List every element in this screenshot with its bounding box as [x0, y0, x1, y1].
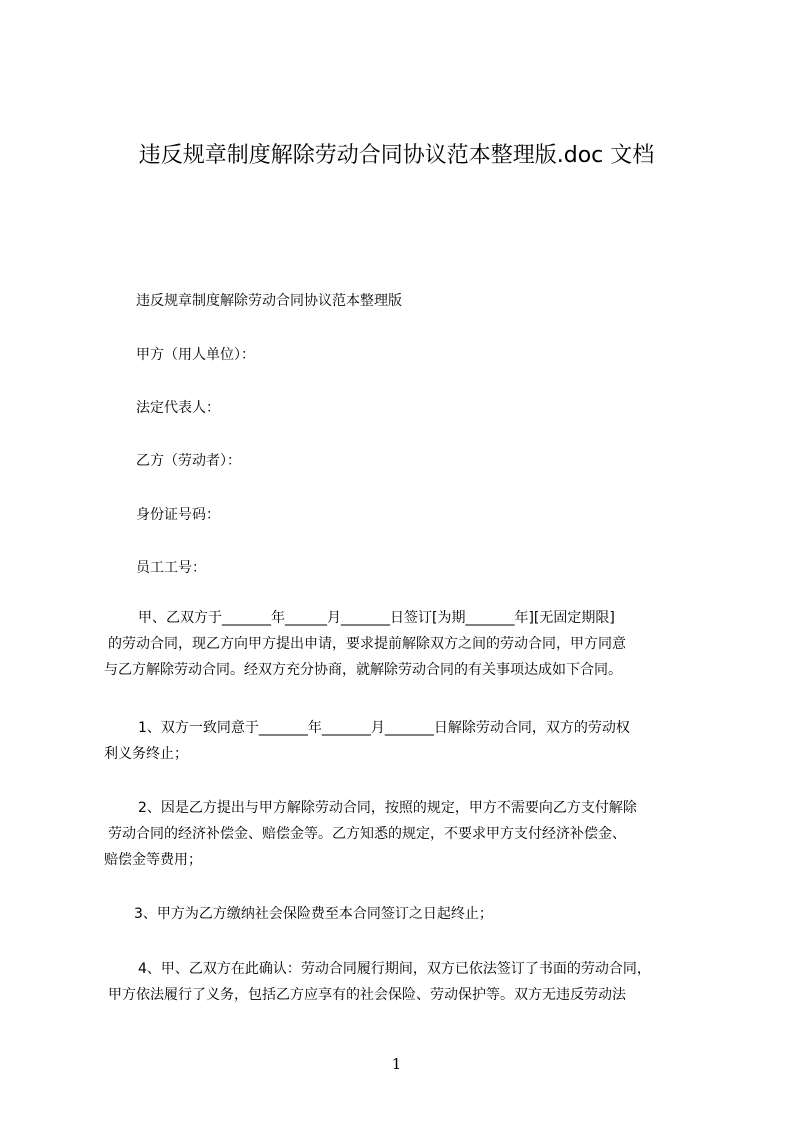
paragraph-line: 2、因是乙方提出与甲方解除劳动合同，按照的规定，甲方不需要向乙方支付解除: [138, 800, 637, 816]
party-b-field: 乙方（劳动者）：: [136, 453, 241, 469]
paragraph-line: 甲方依法履行了义务，包括乙方应享有的社会保险、劳动保护等。双方无违反劳动法: [108, 987, 626, 1003]
intro-paragraph: [104, 609, 714, 687]
paragraph-line: 与乙方解除劳动合同。经双方充分协商，就解除劳动合同的有关事项达成如下合同。: [104, 662, 622, 678]
paragraph-line: 利义务终止；: [104, 746, 188, 762]
paragraph-line: 的劳动合同，现乙方向甲方提出申请，要求提前解除双方之间的劳动合同，甲方同意: [108, 636, 626, 652]
clause-4: [104, 960, 714, 1012]
document-title: 违反规章制度解除劳动合同协议范本整理版.doc 文档: [138, 143, 655, 168]
paragraph-line: 劳动合同的经济补偿金、赔偿金等。乙方知悉的规定，不要求甲方支付经济补偿金、: [108, 826, 626, 842]
clause-2: [104, 799, 714, 877]
clause-1: [104, 719, 714, 771]
paragraph-line: 甲、乙双方于_______年______月_______日签订[为期_______年][无固定期限]: [138, 610, 615, 626]
id-number-field: 身份证号码：: [136, 507, 220, 523]
legal-representative-field: 法定代表人：: [136, 400, 220, 416]
paragraph-line: 3、甲方为乙方缴纳社会保险费至本合同签订之日起终止；: [134, 906, 493, 922]
party-a-field: 甲方（用人单位）：: [136, 347, 255, 363]
agreement-subtitle: 违反规章制度解除劳动合同协议范本整理版: [136, 293, 402, 309]
paragraph-line: 赔偿金等费用；: [104, 852, 202, 868]
clause-3: [104, 905, 714, 931]
paragraph-line: 4、甲、乙双方在此确认：劳动合同履行期间，双方已依法签订了书面的劳动合同，: [138, 961, 651, 977]
paragraph-line: 1、双方一致同意于_______年_______月_______日解除劳动合同，双方的劳动权: [138, 720, 630, 736]
page-number: 1: [391, 1055, 402, 1073]
employee-number-field: 员工工号：: [136, 560, 206, 576]
